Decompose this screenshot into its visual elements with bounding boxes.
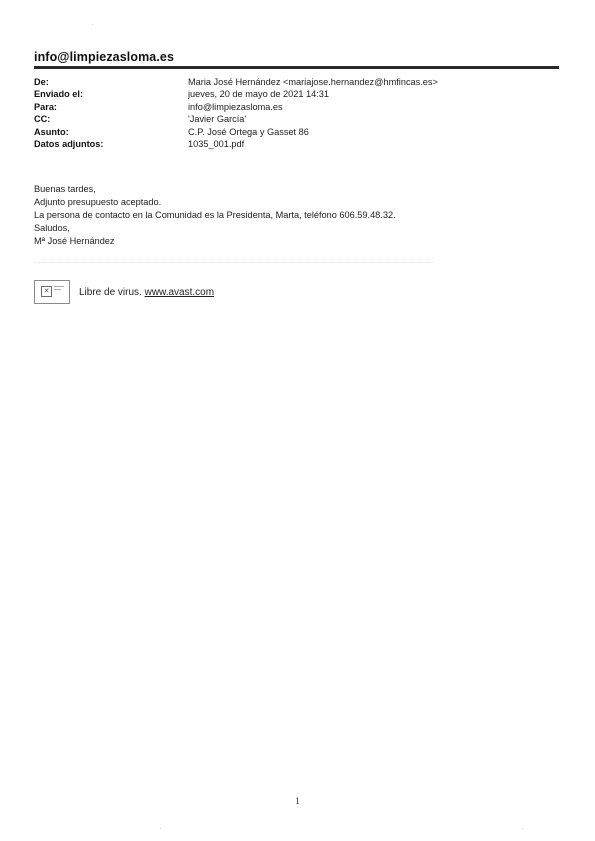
header-row-to <box>34 101 559 113</box>
header-value: Maria José Hernández <mariajose.hernandez@hmfincas.es> <box>188 77 438 87</box>
scan-speck <box>522 828 523 829</box>
placeholder-line <box>54 289 61 290</box>
email-sender-title: info@limpiezasloma.es <box>34 50 175 64</box>
header-label: Asunto: <box>34 126 69 137</box>
header-row-sent <box>34 88 559 100</box>
close-icon: ✕ <box>41 286 52 297</box>
header-value: info@limpiezasloma.es <box>188 101 283 112</box>
header-label: Datos adjuntos: <box>34 138 104 149</box>
header-label: CC: <box>34 114 51 125</box>
header-row-from <box>34 76 559 88</box>
scan-speck <box>92 24 93 25</box>
header-value: jueves, 20 de mayo de 2021 14:31 <box>188 89 329 100</box>
header-value: C.P. José Ortega y Gasset 86 <box>188 126 309 137</box>
avast-text <box>79 287 214 298</box>
broken-image-icon <box>34 280 70 304</box>
signature-divider <box>34 262 434 263</box>
header-label: Enviado el: <box>34 89 84 100</box>
page-number: 1 <box>295 796 300 806</box>
header-value: 'Javier García' <box>188 114 247 125</box>
title-divider <box>34 66 559 69</box>
header-label: De: <box>34 77 49 87</box>
header-value: 1035_001.pdf <box>188 138 245 149</box>
email-headers <box>34 76 559 150</box>
header-row-subject <box>34 126 559 138</box>
body-line: Saludos, <box>34 223 70 233</box>
scan-speck <box>160 828 161 829</box>
placeholder-line <box>54 286 64 287</box>
body-line: La persona de contacto en la Comunidad es la Presidenta, Marta, teléfono 606.59.48.32. <box>34 210 396 220</box>
body-line: Mª José Hernández <box>34 236 115 246</box>
avast-link[interactable]: www.avast.com <box>144 287 215 298</box>
header-row-cc <box>34 113 559 125</box>
header-label: Para: <box>34 101 57 112</box>
email-body <box>34 183 396 248</box>
body-line: Buenas tardes, <box>34 184 96 194</box>
avast-label: Libre de virus. <box>79 287 142 298</box>
header-row-attachments <box>34 138 559 150</box>
body-line: Adjunto presupuesto aceptado. <box>34 197 162 207</box>
